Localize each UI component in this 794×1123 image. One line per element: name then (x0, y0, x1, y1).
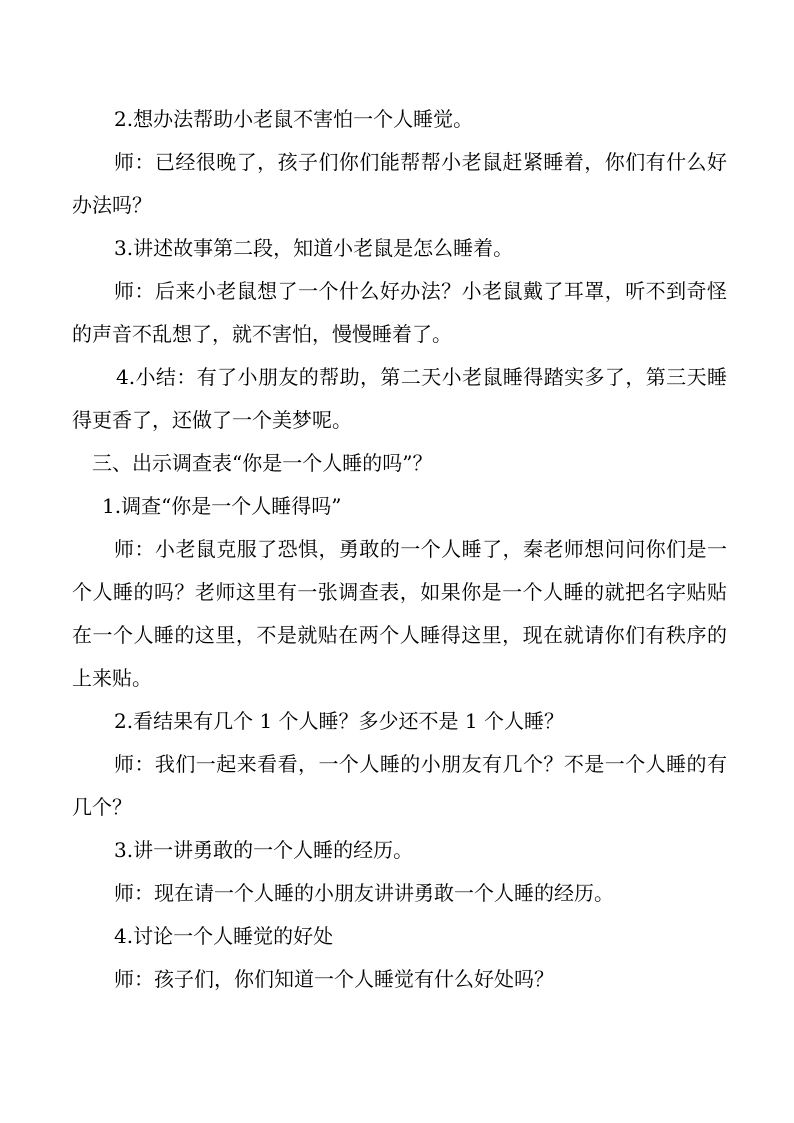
section-heading-3: 三、出示调查表“你是一个人睡的吗”？ (92, 451, 433, 475)
paragraph-step-4-summary: 4.小结：有了小朋友的帮助，第二天小老鼠睡得踏实多了，第三天睡得更香了，还做了一个美梦呢。 (72, 365, 727, 432)
paragraph-discussion-heading: 4.讨论一个人睡觉的好处 (114, 924, 334, 948)
paragraph-teacher-3: 师：小老鼠克服了恐惧，勇敢的一个人睡了，秦老师想问问你们是一个人睡的吗？老师这里有一张调查表，如果你是一个人睡的就把名字贴贴在一个人睡的这里，不是就贴在两个人睡得这里，现在就请你们有秩序的上来贴。 (72, 537, 727, 690)
paragraph-teacher-5: 师：现在请一个人睡的小朋友讲讲勇敢一个人睡的经历。 (114, 881, 614, 905)
paragraph-teacher-6: 师：孩子们，你们知道一个人睡觉有什么好处吗？ (114, 967, 554, 991)
paragraph-results-heading: 2.看结果有几个 1 个人睡？多少还不是 1 个人睡？ (114, 709, 564, 733)
paragraph-step-3-heading: 3.讲述故事第二段，知道小老鼠是怎么睡着。 (114, 236, 514, 260)
paragraph-step-2-heading: 2.想办法帮助小老鼠不害怕一个人睡觉。 (114, 107, 474, 131)
paragraph-teacher-2: 师：后来小老鼠想了一个什么好办法？小老鼠戴了耳罩，听不到奇怪的声音不乱想了，就不害怕，慢慢睡着了。 (72, 279, 727, 346)
paragraph-teacher-1: 师：已经很晚了，孩子们你们能帮帮小老鼠赶紧睡着，你们有什么好办法吗？ (72, 150, 727, 217)
paragraph-experience-heading: 3.讲一讲勇敢的一个人睡的经历。 (114, 838, 414, 862)
paragraph-survey-heading: 1.调查“你是一个人睡得吗” (102, 494, 342, 518)
paragraph-teacher-4: 师：我们一起来看看，一个人睡的小朋友有几个？不是一个人睡的有几个？ (72, 752, 727, 819)
